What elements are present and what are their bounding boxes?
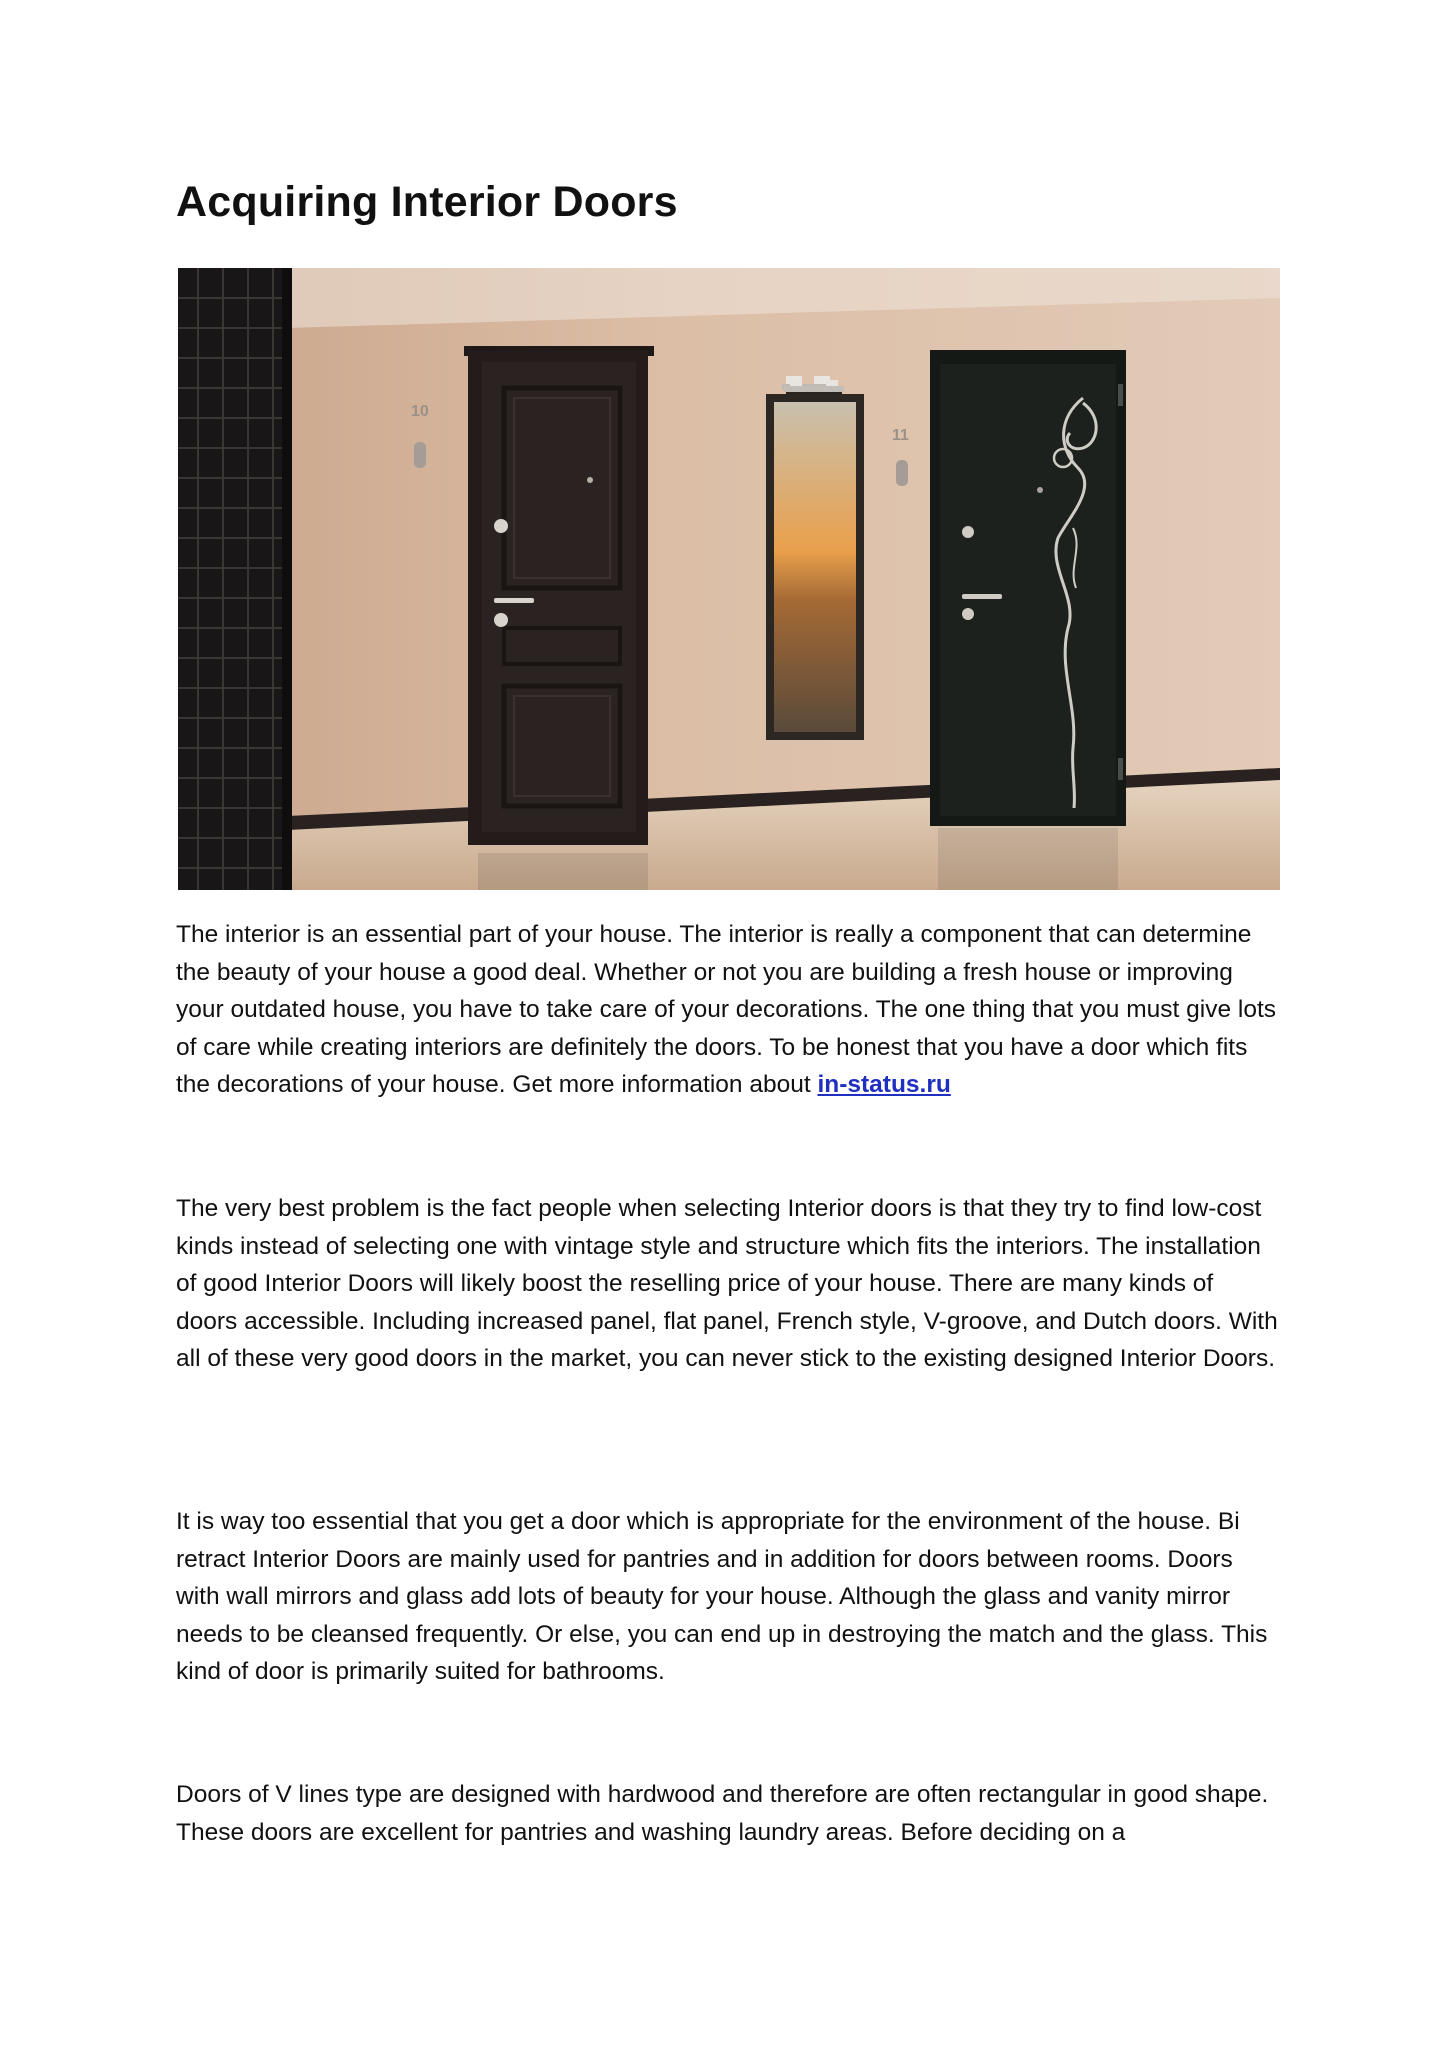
- door-left: [464, 346, 654, 845]
- paragraph-1-text: The interior is an essential part of your house. The interior is really a component that can determine the beauty of your house a good deal. Whether or not you are building a fresh house or improving your outdated house, you have to take care of your decorations. The one thing that you must give lots of care while creating interiors are definitely the doors. To be honest that you have a door which fits the decorations of your house. Get more information about: [176, 921, 1277, 1099]
- paragraph-3: It is way too essential that you get a door which is appropriate for the environment of the house. Bi retract Interior Doors are mainly used for pantries and in addition for doors between rooms. Doors with wall mirrors and glass add lots of beauty for your house. Although the glass and vanity mirror needs to be cleansed frequently. Or else, you can end up in destroying the match and the glass. This kind of door is primarily suited for bathrooms.: [176, 1508, 1268, 1686]
- page-title: Acquiring Interior Doors: [176, 178, 678, 226]
- hero-image-doors: [178, 268, 1280, 890]
- door-left-number: 10: [411, 403, 429, 420]
- paragraph-4: Doors of V lines type are designed with hardwood and therefore are often rectangular in good shape. These doors are excellent for pantries and washing laundry areas. Before deciding on a: [176, 1781, 1269, 1846]
- door-right-number: 11: [892, 427, 909, 444]
- in-status-link[interactable]: in-status.ru: [817, 1071, 951, 1099]
- paragraph-2: The very best problem is the fact people when selecting Interior doors is that they try to find low-cost kinds instead of selecting one with vintage style and structure which fits the interiors. The installation of good Interior Doors will likely boost the reselling price of your house. There are many kinds of doors accessible. Including increased panel, flat panel, French style, V-groove, and Dutch doors. With all of these very good doors in the market, you can never stick to the existing designed Interior Doors.: [176, 1195, 1278, 1373]
- door-right: [930, 350, 1126, 826]
- paragraph-1: [176, 916, 1281, 1104]
